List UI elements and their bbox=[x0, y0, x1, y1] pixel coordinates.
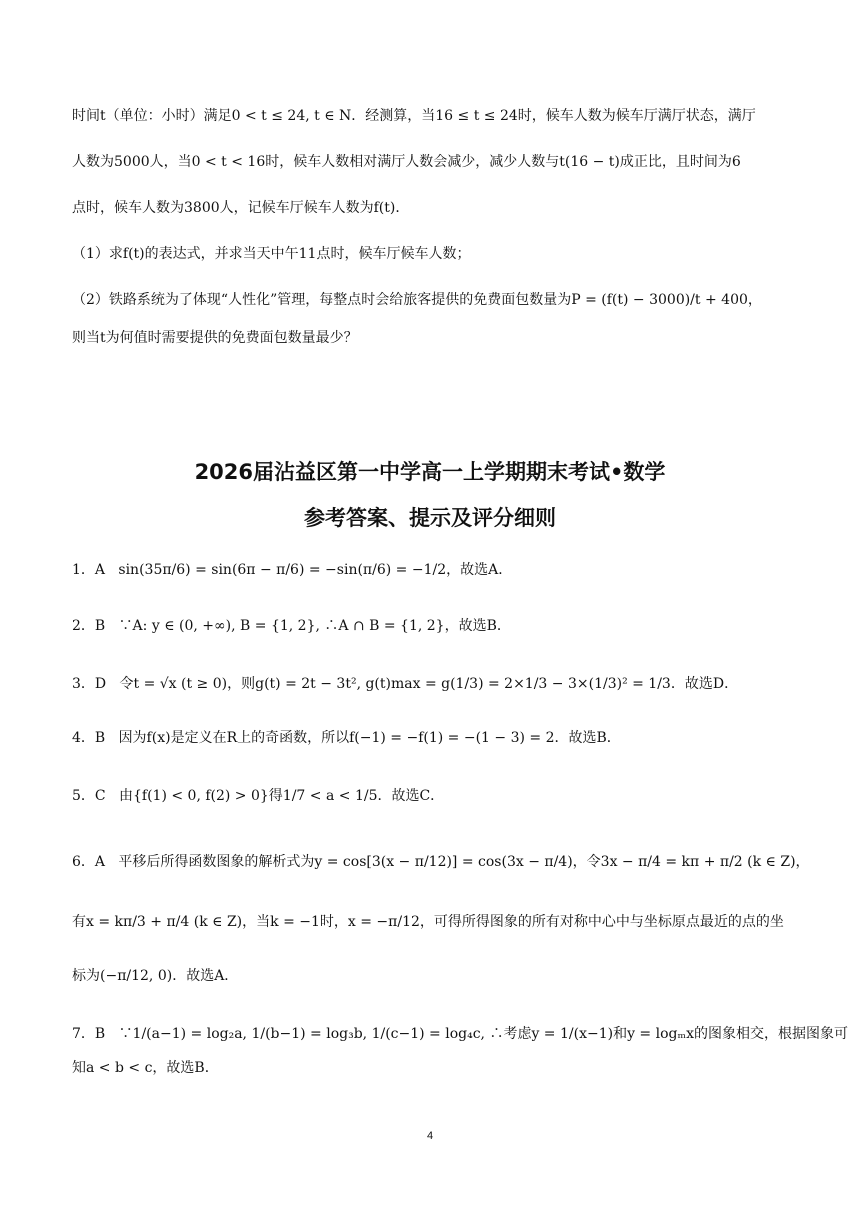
answer-item-2 bbox=[72, 616, 790, 636]
answer-item-7-line-2: 知a < b < c，故选B． bbox=[72, 1060, 219, 1076]
page-number: 4 bbox=[426, 1130, 434, 1142]
answer-item-7 bbox=[72, 1024, 848, 1044]
answer-subtitle: 参考答案、提示及评分细则 bbox=[304, 506, 556, 530]
answer-number: 2．B bbox=[72, 618, 106, 634]
answer-text: ∵1/(a−1) = log₂a, 1/(b−1) = log₃b, 1/(c−1) = log₄c, ∴考虑y = 1/(x−1)和y = logₘx的图象相交，根据图象可 bbox=[118, 1026, 848, 1042]
answer-item-4 bbox=[72, 728, 790, 748]
question-2: （2）铁路系统为了体现“人性化”管理，每整点时会给旅客提供的免费面包数量为P = (f(t) − 3000)/t + 400， bbox=[72, 292, 762, 308]
answer-number: 1．A bbox=[72, 562, 106, 578]
problem-line-2: 人数为5000人，当0 < t < 16时，候车人数相对满厅人数会减少，减少人数与t(16 − t)成正比，且时间为6 bbox=[72, 154, 741, 170]
problem-line-3: 点时，候车人数为3800人，记候车厅候车人数为f(t)． bbox=[72, 200, 410, 216]
answer-text: 令t = √x (t ≥ 0)，则g(t) = 2t − 3t², g(t)max = g(1/3) = 2×1/3 − 3×(1/3)² = 1/3．故选D． bbox=[119, 676, 739, 692]
answer-title: 2026届沾益区第一中学高一上学期期末考试•数学 bbox=[194, 460, 666, 484]
answer-text: 因为f(x)是定义在R上的奇函数，所以f(−1) = −f(1) = −(1 − 3) = 2．故选B． bbox=[118, 730, 621, 746]
answer-text: 平移后所得函数图象的解析式为y = cos[3(x − π/12)] = cos(3x − π/4)，令3x − π/4 = kπ + π/2 (k ∈ Z)， bbox=[118, 854, 810, 870]
answer-item-6-line-3: 标为(−π/12, 0)．故选A． bbox=[72, 968, 239, 984]
answer-number: 6．A bbox=[72, 854, 106, 870]
answer-text: sin(35π/6) = sin(6π − π/6) = −sin(π/6) = −1/2，故选A． bbox=[118, 562, 513, 578]
question-1: （1）求f(t)的表达式，并求当天中午11点时，候车厅候车人数； bbox=[72, 246, 471, 262]
answer-text: ∵A: y ∈ (0, +∞), B = {1, 2}, ∴A ∩ B = {1, 2}，故选B． bbox=[118, 618, 511, 634]
answer-text: 由{f(1) < 0, f(2) > 0}得1/7 < a < 1/5．故选C． bbox=[118, 788, 445, 804]
answer-item-5 bbox=[72, 786, 790, 806]
answer-number: 7．B bbox=[72, 1026, 106, 1042]
question-2-continued: 则当t为何值时需要提供的免费面包数量最少？ bbox=[72, 330, 358, 346]
answer-item-6 bbox=[72, 852, 810, 872]
problem-line-1: 时间t（单位：小时）满足0 < t ≤ 24, t ∈ N．经测算，当16 ≤ t ≤ 24时，候车人数为候车厅满厅状态，满厅 bbox=[72, 108, 756, 124]
answer-item-6-line-2: 有x = kπ/3 + π/4 (k ∈ Z)，当k = −1时，x = −π/12，可得所得图象的所有对称中心中与坐标原点最近的点的坐 bbox=[72, 914, 784, 930]
answer-item-3 bbox=[72, 674, 790, 694]
answer-number: 4．B bbox=[72, 730, 106, 746]
answer-number: 5．C bbox=[72, 788, 106, 804]
answer-number: 3．D bbox=[72, 676, 107, 692]
answer-item-1 bbox=[72, 560, 790, 580]
